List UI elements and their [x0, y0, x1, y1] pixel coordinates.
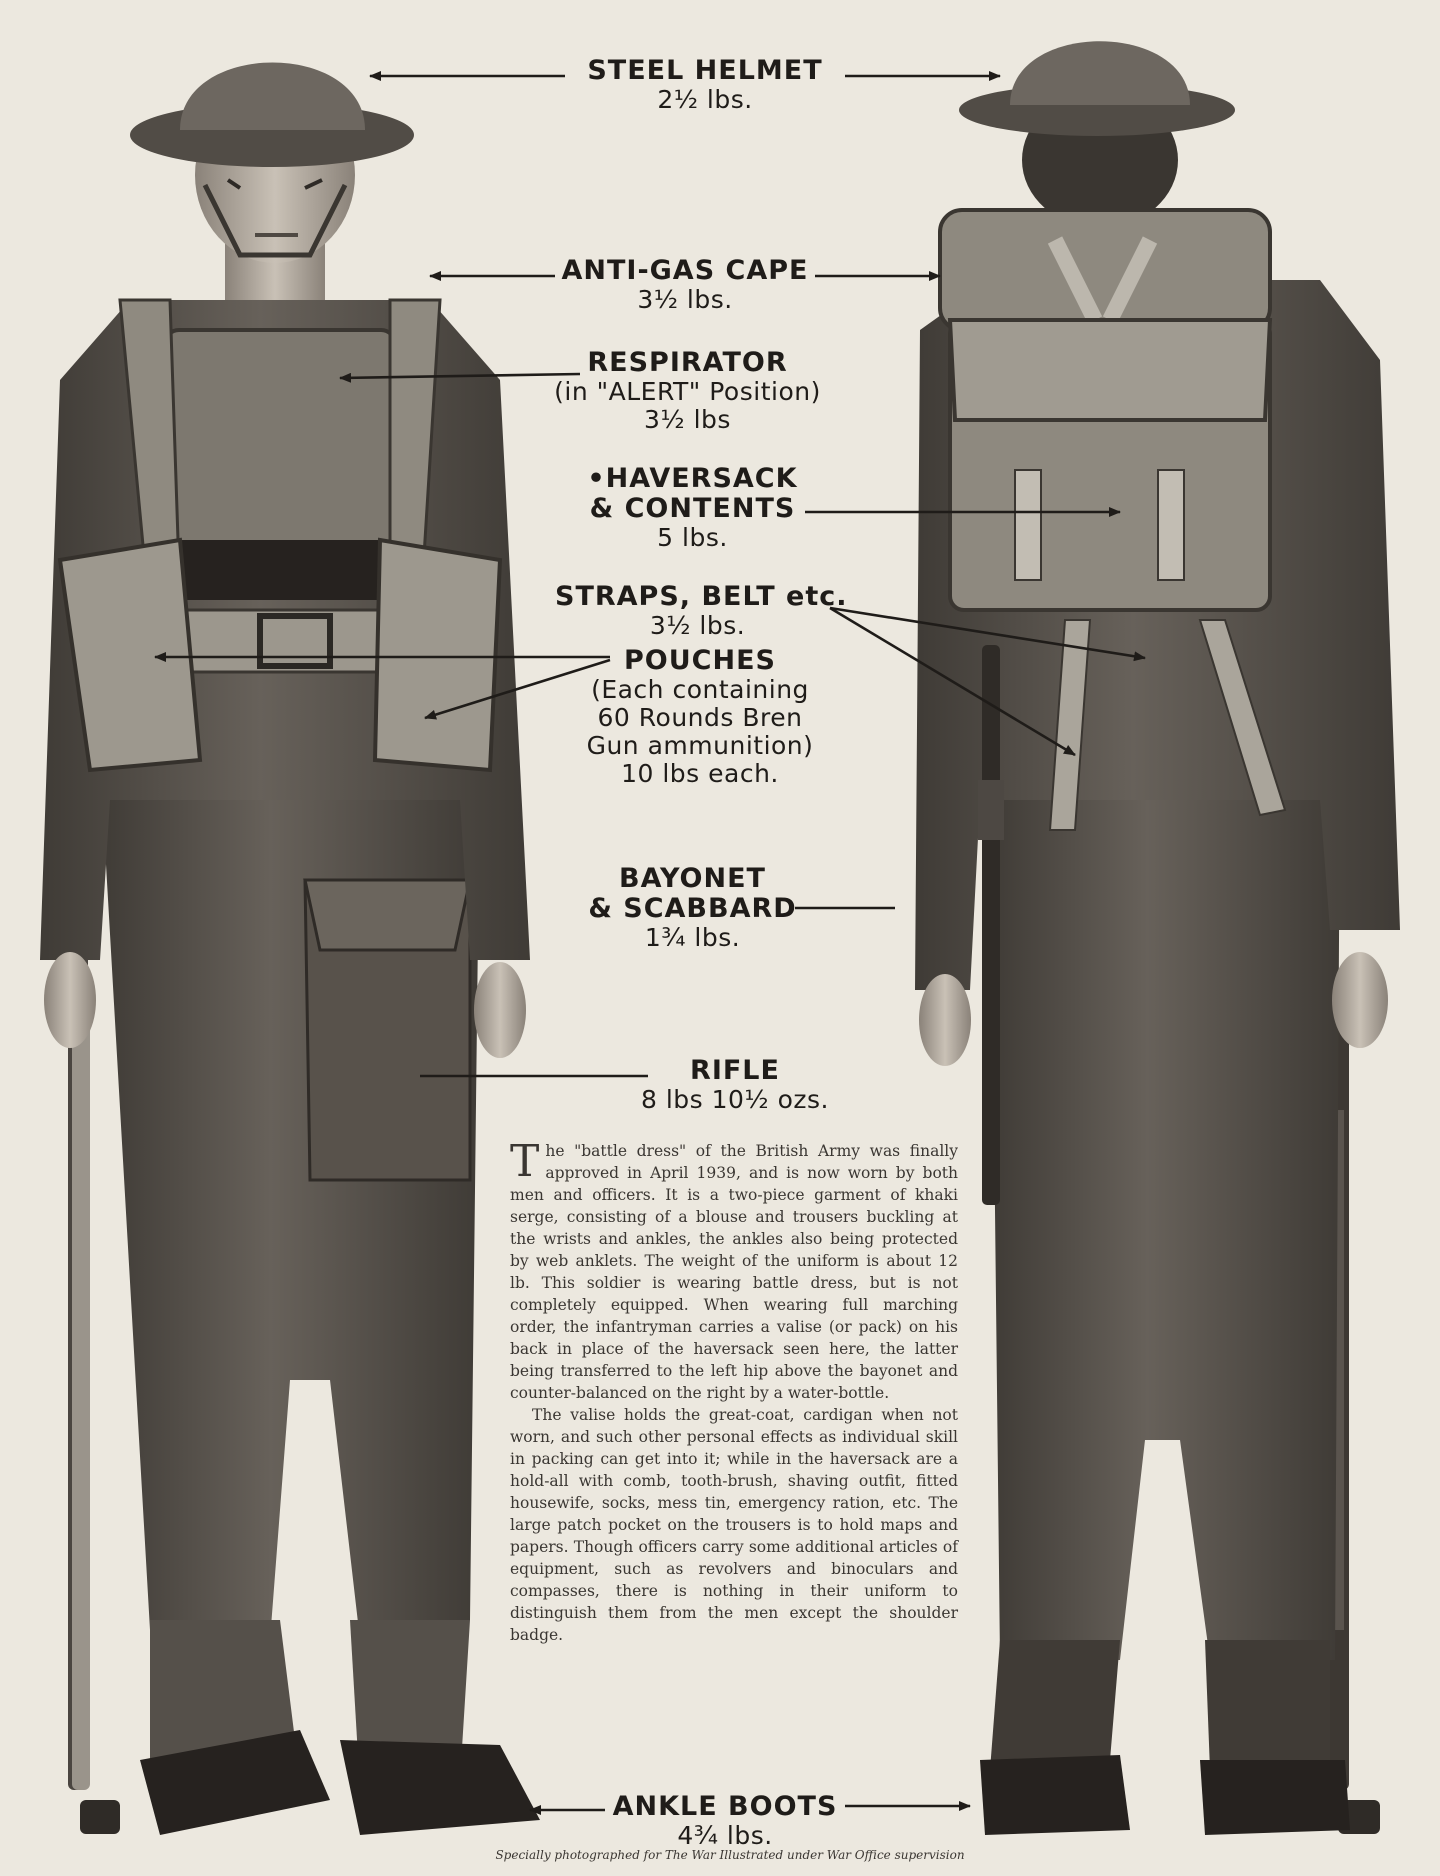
- label-anti-gas-cape: ANTI-GAS CAPE 3½ lbs.: [561, 255, 809, 315]
- article-paragraph: The "battle dress" of the British Army was finally approved in April 1939, and is now worn by both men and officers. It is a two-piece garment of khaki serge, consisting of a blouse and trousers buckling at the wrists and ankles, the ankles also being protected by web anklets. The weight of the uniform is about 12 lb. This soldier is wearing battle dress, but is not completely equipped. When wearing full marching order, the infantryman carries a valise (or pack) on his back in place of the haversack seen here, the latter being transferred to the left hip above the bayonet and counter-balanced on the right by a water-bottle.: [510, 1136, 958, 1402]
- label-steel-helmet: STEEL HELMET 2½ lbs.: [587, 55, 823, 115]
- front-helmet: [130, 63, 414, 168]
- label-straps-belt: STRAPS, BELT etc. 3½ lbs.: [555, 581, 848, 641]
- photo-credit: Specially photographed for The War Illustrated under War Office supervision: [495, 1848, 965, 1862]
- article-text: [510, 1136, 958, 1646]
- label-pouches: POUCHES (Each containing 60 Rounds Bren Gun ammunition) 10 lbs each.: [586, 645, 814, 789]
- article-paragraph: The valise holds the great-coat, cardigan when not worn, and such other personal effects as individual skill in packing can get into it; while in the haversack are a hold-all with comb, tooth-brush, shaving outfit, fitted housewife, socks, mess tin, emergency ration, etc. The large patch pocket on the trousers is to hold maps and papers. Though officers carry some additional articles of equipment, such as revolvers and binoculars and compasses, there is nothing in their uniform to distinguish them from the men except the shoulder badge.: [510, 1406, 958, 1644]
- label-bayonet-scabbard: BAYONET & SCABBARD 1¾ lbs.: [588, 863, 797, 953]
- back-cape-roll: [940, 210, 1270, 330]
- back-soldier: [915, 41, 1400, 1835]
- label-rifle: RIFLE 8 lbs 10½ ozs.: [640, 1055, 830, 1115]
- front-boots: [140, 1620, 540, 1835]
- label-respirator: RESPIRATOR (in "ALERT" Position) 3½ lbs: [554, 347, 821, 435]
- front-soldier: [40, 63, 540, 1836]
- back-helmet: [959, 41, 1235, 136]
- label-ankle-boots: ANKLE BOOTS 4¾ lbs.: [612, 1791, 838, 1851]
- back-boots: [980, 1640, 1350, 1835]
- back-haversack: [950, 320, 1270, 610]
- label-haversack: •HAVERSACK & CONTENTS 5 lbs.: [587, 463, 798, 553]
